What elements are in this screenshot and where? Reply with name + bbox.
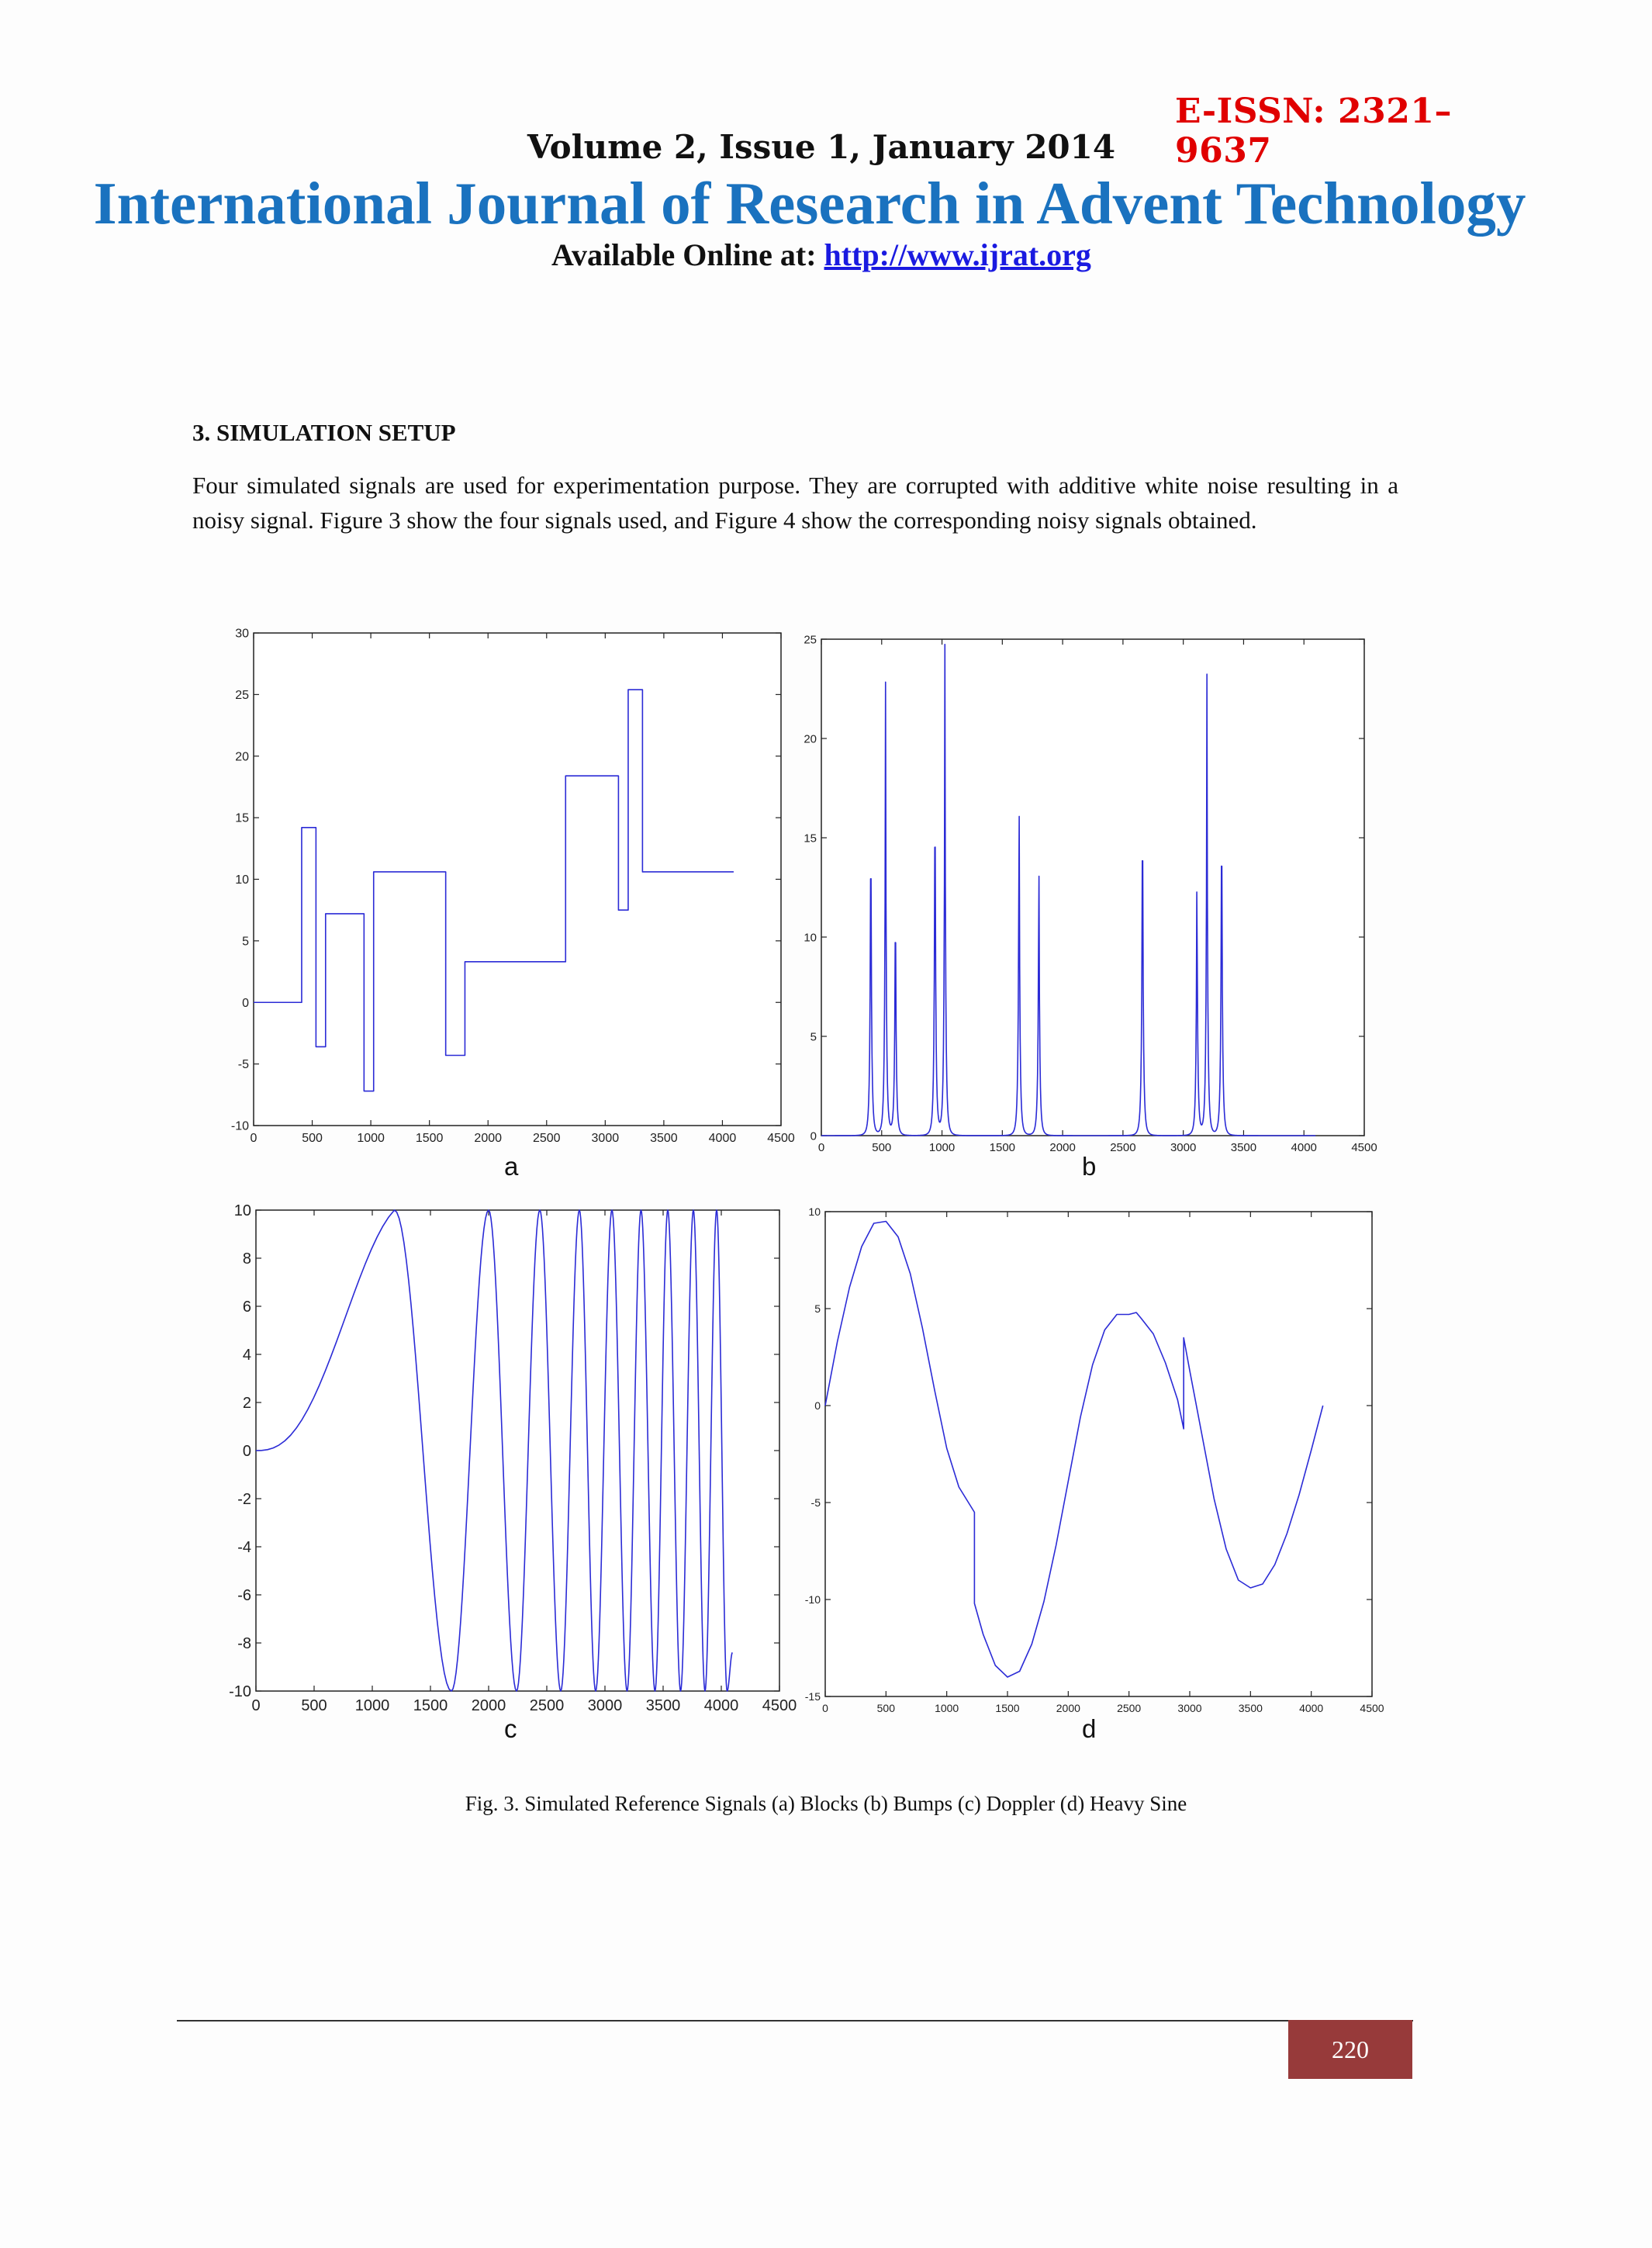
plot-frame (825, 1212, 1372, 1696)
y-tick-label: -5 (237, 1058, 249, 1072)
x-tick-label: 3500 (650, 1132, 678, 1145)
y-tick-label: 10 (235, 873, 249, 887)
y-tick-label: -10 (804, 1593, 821, 1606)
x-tick-label: 500 (876, 1702, 896, 1714)
x-tick-label: 1000 (935, 1702, 959, 1714)
journal-title: International Journal of Research in Advent Technology (93, 170, 1526, 237)
x-tick-label: 1000 (354, 1697, 390, 1714)
y-tick-label: -10 (230, 1119, 249, 1133)
figure-panel-c (219, 1195, 797, 1714)
journal-url-link[interactable]: http://www.ijrat.org (824, 237, 1091, 272)
chart-d-heavy-sine (796, 1201, 1385, 1721)
footer-rule (177, 2020, 1413, 2021)
y-tick-label: -2 (237, 1491, 251, 1508)
panel-label-d: d (1082, 1714, 1097, 1743)
y-tick-label: 0 (814, 1399, 821, 1412)
y-tick-label: 5 (814, 1302, 821, 1315)
plot-frame (256, 1210, 779, 1691)
x-tick-label: 1500 (995, 1702, 1020, 1714)
panel-label-a: a (504, 1152, 519, 1181)
panel-label-b: b (1082, 1152, 1097, 1181)
figure-caption: Fig. 3. Simulated Reference Signals (a) Blocks (b) Bumps (c) Doppler (d) Heavy Sine (465, 1792, 1187, 1815)
y-tick-label: -10 (229, 1683, 251, 1700)
chart-b-bumps (796, 627, 1385, 1154)
y-tick-label: 15 (804, 832, 817, 846)
section-paragraph: Four simulated signals are used for experimentation purpose. They are corrupted with additive white noise resulting in a noisy signal. Figure 3 show the four signals used, and Figure 4 show the corresponding noisy signals obtained. (192, 472, 1398, 534)
x-tick-label: 2500 (529, 1697, 565, 1714)
y-tick-label: 10 (808, 1205, 821, 1218)
issn-label: E-ISSN: 2321–9637 (1175, 92, 1452, 171)
x-tick-label: 3000 (1170, 1141, 1197, 1154)
availability-line (0, 237, 1588, 273)
y-tick-label: 0 (242, 996, 249, 1010)
x-tick-label: 3000 (591, 1132, 620, 1145)
y-tick-label: 15 (235, 811, 249, 825)
chart-c-doppler (219, 1195, 797, 1714)
x-tick-label: 3000 (1177, 1702, 1202, 1714)
y-tick-label: 0 (242, 1443, 251, 1460)
x-tick-label: 3000 (587, 1697, 623, 1714)
y-tick-label: -4 (237, 1539, 251, 1556)
x-tick-label: 2500 (532, 1132, 561, 1145)
x-tick-label: 4000 (1291, 1141, 1317, 1154)
y-tick-label: 10 (233, 1202, 251, 1219)
x-tick-label: 3500 (1230, 1141, 1257, 1154)
y-tick-label: 6 (242, 1299, 251, 1316)
x-tick-label: 0 (250, 1132, 257, 1145)
x-tick-label: 2500 (1117, 1702, 1142, 1714)
x-tick-label: 2000 (474, 1132, 503, 1145)
y-tick-label: -15 (804, 1689, 821, 1703)
y-tick-label: -5 (810, 1496, 821, 1509)
y-tick-label: 2 (242, 1395, 251, 1412)
y-tick-label: 5 (242, 935, 249, 949)
y-tick-label: 5 (810, 1030, 817, 1044)
volume-issue: Volume 2, Issue 1, January 2014 (527, 128, 1116, 166)
y-tick-label: -8 (237, 1635, 251, 1652)
x-tick-label: 3500 (1238, 1702, 1263, 1714)
x-tick-label: 3500 (645, 1697, 681, 1714)
y-tick-label: 8 (242, 1250, 251, 1268)
y-tick-label: 20 (235, 750, 249, 764)
page-number: 220 (1288, 2020, 1412, 2079)
x-tick-label: 0 (817, 1141, 825, 1154)
x-tick-label: 0 (251, 1697, 261, 1714)
y-tick-label: 0 (810, 1129, 817, 1143)
plot-frame (821, 639, 1364, 1136)
x-tick-label: 4500 (1360, 1702, 1384, 1714)
y-tick-label: 25 (804, 633, 817, 647)
y-tick-label: 30 (235, 627, 249, 641)
x-tick-label: 500 (302, 1132, 323, 1145)
y-tick-label: 4 (242, 1347, 251, 1364)
plot-frame (254, 633, 781, 1126)
x-tick-label: 2500 (1110, 1141, 1136, 1154)
available-label: Available Online at: (551, 237, 824, 272)
x-tick-label: 2000 (471, 1697, 506, 1714)
figure-panel-a (219, 621, 793, 1152)
y-tick-label: 20 (804, 732, 817, 746)
x-tick-label: 2000 (1056, 1702, 1080, 1714)
x-tick-label: 4000 (1299, 1702, 1324, 1714)
x-tick-label: 1000 (928, 1141, 956, 1154)
chart-a-blocks (219, 621, 793, 1148)
y-tick-label: -6 (237, 1587, 251, 1604)
x-tick-label: 500 (872, 1141, 892, 1154)
x-tick-label: 4500 (767, 1132, 795, 1145)
x-tick-label: 1500 (413, 1697, 448, 1714)
x-tick-label: 0 (822, 1702, 828, 1714)
section-heading: 3. SIMULATION SETUP (192, 419, 456, 446)
x-tick-label: 4500 (762, 1697, 797, 1714)
x-tick-label: 1000 (357, 1132, 385, 1145)
x-tick-label: 4500 (1351, 1141, 1377, 1154)
x-tick-label: 4000 (703, 1697, 739, 1714)
y-tick-label: 10 (804, 931, 817, 945)
x-tick-label: 1500 (415, 1132, 444, 1145)
x-tick-label: 4000 (708, 1132, 737, 1145)
figure-panel-d (796, 1201, 1385, 1724)
x-tick-label: 1500 (989, 1141, 1016, 1154)
figure-panel-b (796, 627, 1385, 1158)
y-tick-label: 25 (235, 688, 249, 702)
panel-label-c: c (504, 1714, 517, 1743)
x-tick-label: 500 (301, 1697, 327, 1714)
x-tick-label: 2000 (1049, 1141, 1076, 1154)
